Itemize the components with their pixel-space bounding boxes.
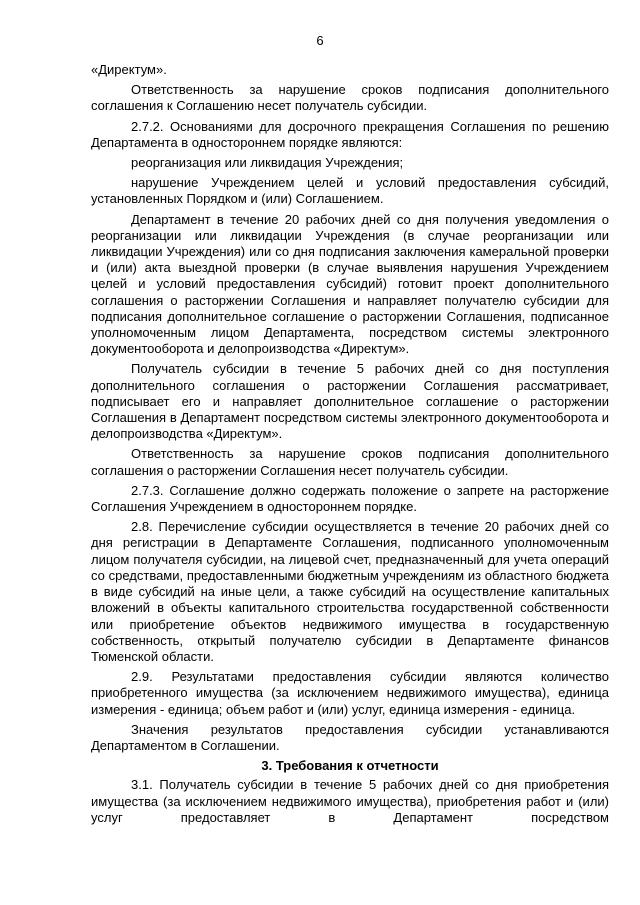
paragraph-3-1: 3.1. Получатель субсидии в течение 5 рабочих дней со дня приобретения имущества (за исключением недвижимого имущества), приобретения работ и (или) услуг предоставляет в Департамент посредством [91,777,609,825]
paragraph-2-8: 2.8. Перечисление субсидии осуществляется в течение 20 рабочих дней со дня регистрации в Департаменте Соглашения, подписанного уполномоченным лицом получателя субсидии, на лицевой счет, предназначенный для учета операций со средствами, предоставленными бюджетным учреждениям из областного бюджета в виде субсидий на иные цели, а также субсидий на осуществление капитальных вложений в объекты капитального строительства государственной собственности или приобретение объектов недвижимого имущества в государственную собственность, открытый получателю субсидии в Департаменте финансов Тюменской области. [91,519,609,664]
paragraph-continuation: «Директум». [91,62,167,77]
paragraph-result-values: Значения результатов предоставления субсидии устанавливаются Департаментом в Соглашении. [91,721,609,753]
paragraph-department-termination: Департамент в течение 20 рабочих дней со дня получения уведомления о реорганизации или ликвидации Учреждения (в случае реорганизации или ликвидации Учреждения) или со дня подписания заключения камеральной проверки и (или) акта выездной проверки (в случае выявления нарушения Учреждением целей и условий предоставления субсидий) готовит проект дополнительного соглашения о расторжении Соглашения и направляет получателю субсидии для подписания дополнительное соглашение о расторжении Соглашения, подписанное уполномоченным лицом Департамента, посредством системы электронного документооборота и делопроизводства «Директум». [91,211,609,357]
paragraph-2-9: 2.9. Результатами предоставления субсидии являются количество приобретенного имущества (за исключением недвижимого имущества), единица измерения - единица; объем работ и (или) услуг, единица измерения - единица. [91,669,609,717]
page-number: 6 [316,33,324,48]
section-heading: 3. Требования к отчетности [261,758,439,774]
paragraph-violation: нарушение Учреждением целей и условий предоставления субсидий, установленных Порядком и (или) Соглашением. [91,175,609,207]
paragraph-recipient-termination: Получатель субсидии в течение 5 рабочих дней со дня поступления дополнительного соглашения о расторжении Соглашения рассматривает, подписывает его и направляет дополнительное соглашение о расторжении Соглашения в Департамент посредством системы электронного документооборота и делопроизводства «Директум». [91,361,609,442]
paragraph-responsibility-termination: Ответственность за нарушение сроков подписания дополнительного соглашения о расторжении Соглашения несет получатель субсидии. [91,446,609,478]
paragraph-2-7-2: 2.7.2. Основаниями для досрочного прекращения Соглашения по решению Департамента в одностороннем порядке являются: [91,118,609,150]
paragraph-responsibility-additional-agreement: Ответственность за нарушение сроков подписания дополнительного соглашения к Соглашению несет получатель субсидии. [91,82,609,114]
document-body [91,62,609,830]
paragraph-reorganization: реорганизация или ликвидация Учреждения; [131,155,404,171]
paragraph-2-7-3: 2.7.3. Соглашение должно содержать положение о запрете на расторжение Соглашения Учреждением в одностороннем порядке. [91,482,609,515]
